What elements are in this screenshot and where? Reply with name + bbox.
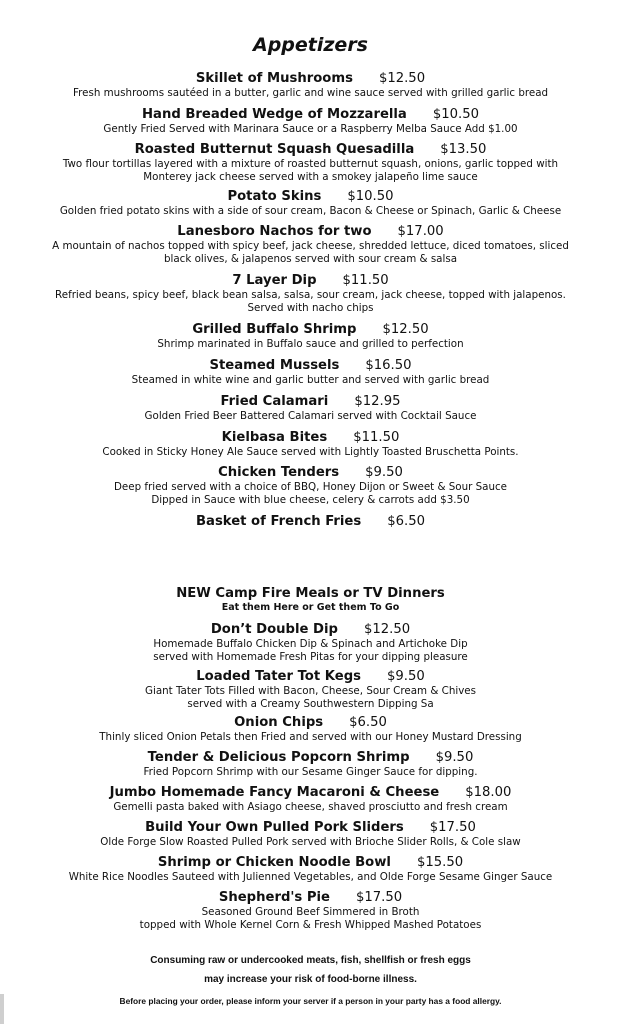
item-description: served with a Creamy Southwestern Dipping Sa <box>187 697 434 710</box>
menu-item-mozzarella <box>0 106 621 136</box>
item-price: $17.00 <box>397 224 444 239</box>
item-description: Gemelli pasta baked with Asiago cheese, shaved prosciutto and fresh cream <box>113 801 508 813</box>
menu-item-popcorn-shrimp <box>0 749 621 779</box>
item-price: $12.50 <box>378 71 426 86</box>
item-description: Homemade Buffalo Chicken Dip & Spinach and Artichoke Dip <box>153 638 468 650</box>
item-name: Loaded Tater Tot Kegs <box>196 669 361 684</box>
item-name: Onion Chips <box>234 715 324 730</box>
appetizers-heading: Appetizers <box>252 34 368 56</box>
item-description: Shrimp marinated in Buffalo sauce and grilled to perfection <box>157 338 464 350</box>
item-name: Lanesboro Nachos for two <box>177 224 372 239</box>
menu-item-pork-sliders <box>0 819 621 849</box>
item-description: Refried beans, spicy beef, black bean salsa, salsa, sour cream, jack cheese, topped with jalapenos. <box>55 289 566 301</box>
item-price: $18.00 <box>465 785 512 800</box>
item-price: $10.50 <box>432 107 479 122</box>
item-name: Shepherd's Pie <box>218 890 330 905</box>
item-description: Steamed in white wine and garlic butter and served with garlic bread <box>131 374 490 386</box>
item-name: Steamed Mussels <box>209 358 340 373</box>
item-description: Monterey jack cheese served with a smokey jalapeño lime sauce <box>143 170 478 183</box>
menu-item-shepherds-pie <box>0 889 621 931</box>
item-price: $11.50 <box>342 273 389 288</box>
item-price: $12.95 <box>354 394 401 409</box>
item-description: Dipped in Sauce with blue cheese, celery & carrots add $3.50 <box>151 493 470 506</box>
item-name: Roasted Butternut Squash Quesadilla <box>134 142 415 157</box>
item-description: White Rice Noodles Sauteed with Julienned Vegetables, and Olde Forge Sesame Ginger Sauce <box>68 871 553 883</box>
menu-item-french-fries <box>0 513 621 530</box>
menu-item-onion-chips <box>0 714 621 744</box>
item-name: Fried Calamari <box>220 394 329 409</box>
item-price: $6.50 <box>387 514 425 529</box>
allergy-notice: Before placing your order, please inform your server if a person in your party has a food allergy. <box>119 996 502 1006</box>
item-name: Skillet of Mushrooms <box>195 71 353 86</box>
item-price: $9.50 <box>386 669 425 684</box>
item-price: $17.50 <box>356 890 403 905</box>
item-description: Golden fried potato skins with a side of sour cream, Bacon & Cheese or Spinach, Garlic & Cheese <box>59 205 562 217</box>
item-name: Basket of French Fries <box>196 514 362 529</box>
item-price: $13.50 <box>440 142 487 157</box>
item-description: Cooked in Sticky Honey Ale Sauce served with Lightly Toasted Bruschetta Points. <box>102 446 519 458</box>
menu-item-noodle-bowl <box>0 854 621 884</box>
item-price: $12.50 <box>382 322 429 337</box>
item-name: Shrimp or Chicken Noodle Bowl <box>157 855 391 870</box>
item-description: Seasoned Ground Beef Simmered in Broth <box>201 906 420 918</box>
item-name: 7 Layer Dip <box>232 273 317 288</box>
item-name: Potato Skins <box>227 189 322 204</box>
menu-item-nachos <box>0 223 621 265</box>
item-name: Tender & Delicious Popcorn Shrimp <box>147 750 410 765</box>
item-description: served with Homemade Fresh Pitas for your dipping pleasure <box>153 650 468 663</box>
item-description: Two flour tortillas layered with a mixture of roasted butternut squash, onions, garlic topped with <box>62 158 559 170</box>
item-description: Olde Forge Slow Roasted Pulled Pork served with Brioche Slider Rolls, & Cole slaw <box>100 836 521 848</box>
item-price: $10.50 <box>347 189 394 204</box>
item-name: Chicken Tenders <box>218 465 340 480</box>
menu-item-potato-skins <box>0 188 621 218</box>
item-price: $15.50 <box>416 855 464 870</box>
menu-item-kielbasa <box>0 429 621 459</box>
item-price: $17.50 <box>429 820 476 835</box>
menu-item-tater-tot-kegs <box>0 668 621 710</box>
item-description: Fresh mushrooms sautéed in a butter, garlic and wine sauce served with grilled garlic bread <box>72 87 549 99</box>
menu-item-7-layer-dip <box>0 272 621 314</box>
item-name: Grilled Buffalo Shrimp <box>192 322 357 337</box>
item-description: Gently Fried Served with Marinara Sauce or a Raspberry Melba Sauce Add $1.00 <box>103 123 518 135</box>
raw-food-warning-line1: Consuming raw or undercooked meats, fish, shellfish or fresh eggs <box>150 955 471 966</box>
campfire-heading: NEW Camp Fire Meals or TV Dinners <box>176 586 445 601</box>
menu-item-mac-and-cheese <box>0 784 621 814</box>
item-price: $9.50 <box>435 750 474 765</box>
menu-item-quesadilla <box>0 141 621 183</box>
item-name: Jumbo Homemade Fancy Macaroni & Cheese <box>109 785 440 800</box>
item-description: Fried Popcorn Shrimp with our Sesame Ginger Sauce for dipping. <box>143 766 478 778</box>
menu-item-skillet-mushrooms <box>0 70 621 100</box>
item-description: Golden Fried Beer Battered Calamari served with Cocktail Sauce <box>144 410 477 422</box>
item-description: Giant Tater Tots Filled with Bacon, Cheese, Sour Cream & Chives <box>144 685 477 697</box>
item-price: $16.50 <box>365 358 412 373</box>
item-description: A mountain of nachos topped with spicy beef, jack cheese, shredded lettuce, diced tomatoes, sliced <box>52 240 569 252</box>
item-price: $9.50 <box>365 465 403 480</box>
raw-food-warning-line2: may increase your risk of food-borne illness. <box>204 974 417 985</box>
item-name: Don’t Double Dip <box>210 622 338 637</box>
item-description: topped with Whole Kernel Corn & Fresh Whipped Mashed Potatoes <box>139 918 482 931</box>
menu-item-buffalo-shrimp <box>0 321 621 351</box>
menu-item-double-dip <box>0 621 621 663</box>
item-description: Deep fried served with a choice of BBQ, Honey Dijon or Sweet & Sour Sauce <box>113 481 508 493</box>
item-name: Build Your Own Pulled Pork Sliders <box>145 820 404 835</box>
item-description: black olives, & jalapenos served with sour cream & salsa <box>163 252 458 265</box>
item-description: Thinly sliced Onion Petals then Fried and served with our Honey Mustard Dressing <box>99 731 522 743</box>
menu-item-calamari <box>0 393 621 423</box>
scan-edge-strip <box>0 994 4 1024</box>
menu-item-chicken-tenders <box>0 464 621 506</box>
item-description: Served with nacho chips <box>247 301 374 314</box>
item-name: Kielbasa Bites <box>221 430 328 445</box>
item-price: $11.50 <box>353 430 400 445</box>
item-price: $12.50 <box>363 622 411 637</box>
item-name: Hand Breaded Wedge of Mozzarella <box>142 107 407 122</box>
item-price: $6.50 <box>349 715 387 730</box>
campfire-subheading: Eat them Here or Get them To Go <box>221 602 400 613</box>
menu-item-mussels <box>0 357 621 387</box>
